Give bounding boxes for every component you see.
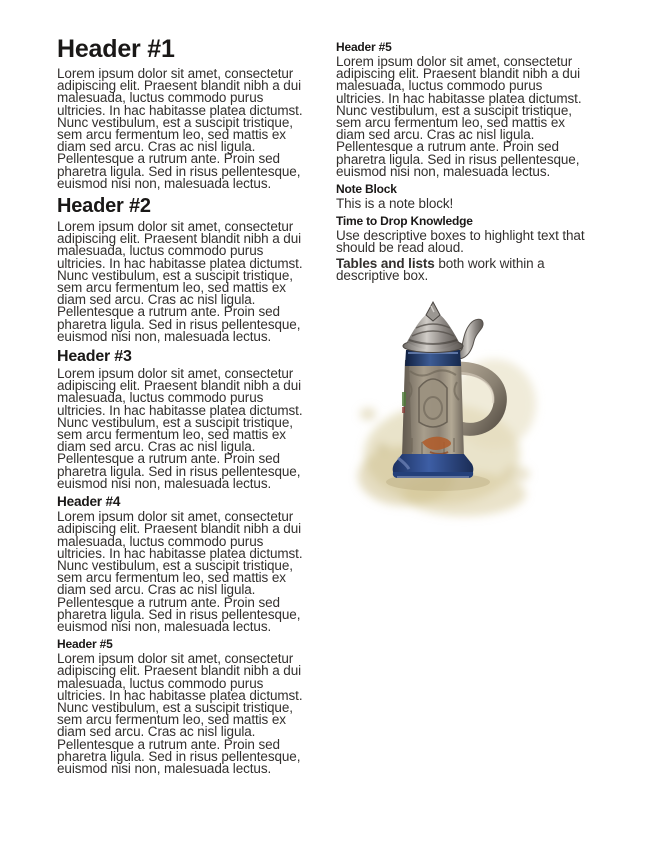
knowledge-block-text: Use descriptive boxes to highlight text that should be read aloud. (336, 228, 585, 256)
accent-green (402, 392, 406, 406)
tables-lists-rest: both work within a descriptive box. (336, 255, 545, 283)
body-paragraph: Lorem ipsum dolor sit amet, consectetur adipiscing elit. Praesent blandit nibh a dui malesuada, luctus commodo purus ultricies. In hac habitasse platea dictumst. Nunc vestibulum, est a suscipit tristique, sem arcu fermentum leo, sed mattis ex diam sed arcu. Cras ac nisl ligula. Pellentesque a rutrum ante. Proin sed pharetra ligula. Sed in risus pellentesque, euismod nisi non, malesuada lectus. (57, 651, 303, 776)
beer-stein-illustration (346, 296, 546, 528)
body-paragraph: Lorem ipsum dolor sit amet, consectetur adipiscing elit. Praesent blandit nibh a dui malesuada, luctus commodo purus ultricies. In hac habitasse platea dictumst. Nunc vestibulum, est a suscipit tristique, sem arcu fermentum leo, sed mattis ex diam sed arcu. Cras ac nisl ligula. Pellentesque a rutrum ante. Proin sed pharetra ligula. Sed in risus pellentesque, euismod nisi non, malesuada lectus. (336, 54, 582, 179)
heading-3: Header #3 (57, 348, 132, 366)
heading-4: Header #4 (57, 494, 121, 510)
accent-red (402, 407, 405, 413)
knowledge-block-heading: Time to Drop Knowledge (336, 214, 473, 229)
heading-5-left: Header #5 (57, 637, 113, 652)
body-paragraph: Lorem ipsum dolor sit amet, consectetur adipiscing elit. Praesent blandit nibh a dui malesuada, luctus commodo purus ultricies. In hac habitasse platea dictumst. Nunc vestibulum, est a suscipit tristique, sem arcu fermentum leo, sed mattis ex diam sed arcu. Cras ac nisl ligula. Pellentesque a rutrum ante. Proin sed pharetra ligula. Sed in risus pellentesque, euismod nisi non, malesuada lectus. (57, 66, 303, 191)
tables-lists-line (336, 255, 590, 283)
right-column (336, 36, 590, 778)
note-block-text: This is a note block! (336, 196, 454, 212)
body-paragraph: Lorem ipsum dolor sit amet, consectetur adipiscing elit. Praesent blandit nibh a dui malesuada, luctus commodo purus ultricies. In hac habitasse platea dictumst. Nunc vestibulum, est a suscipit tristique, sem arcu fermentum leo, sed mattis ex diam sed arcu. Cras ac nisl ligula. Pellentesque a rutrum ante. Proin sed pharetra ligula. Sed in risus pellentesque, euismod nisi non, malesuada lectus. (57, 219, 303, 344)
body-paragraph: Lorem ipsum dolor sit amet, consectetur adipiscing elit. Praesent blandit nibh a dui malesuada, luctus commodo purus ultricies. In hac habitasse platea dictumst. Nunc vestibulum, est a suscipit tristique, sem arcu fermentum leo, sed mattis ex diam sed arcu. Cras ac nisl ligula. Pellentesque a rutrum ante. Proin sed pharetra ligula. Sed in risus pellentesque, euismod nisi non, malesuada lectus. (57, 509, 303, 634)
thumb-lever (458, 319, 483, 359)
left-column (57, 36, 311, 778)
tables-lists-bold: Tables and lists (336, 255, 435, 271)
note-block-heading: Note Block (336, 182, 397, 197)
heading-5-right: Header #5 (336, 40, 392, 54)
heading-1: Header #1 (57, 35, 175, 63)
body-paragraph: Lorem ipsum dolor sit amet, consectetur adipiscing elit. Praesent blandit nibh a dui malesuada, luctus commodo purus ultricies. In hac habitasse platea dictumst. Nunc vestibulum, est a suscipit tristique, sem arcu fermentum leo, sed mattis ex diam sed arcu. Cras ac nisl ligula. Pellentesque a rutrum ante. Proin sed pharetra ligula. Sed in risus pellentesque, euismod nisi non, malesuada lectus. (57, 366, 303, 491)
heading-2: Header #2 (57, 195, 151, 218)
